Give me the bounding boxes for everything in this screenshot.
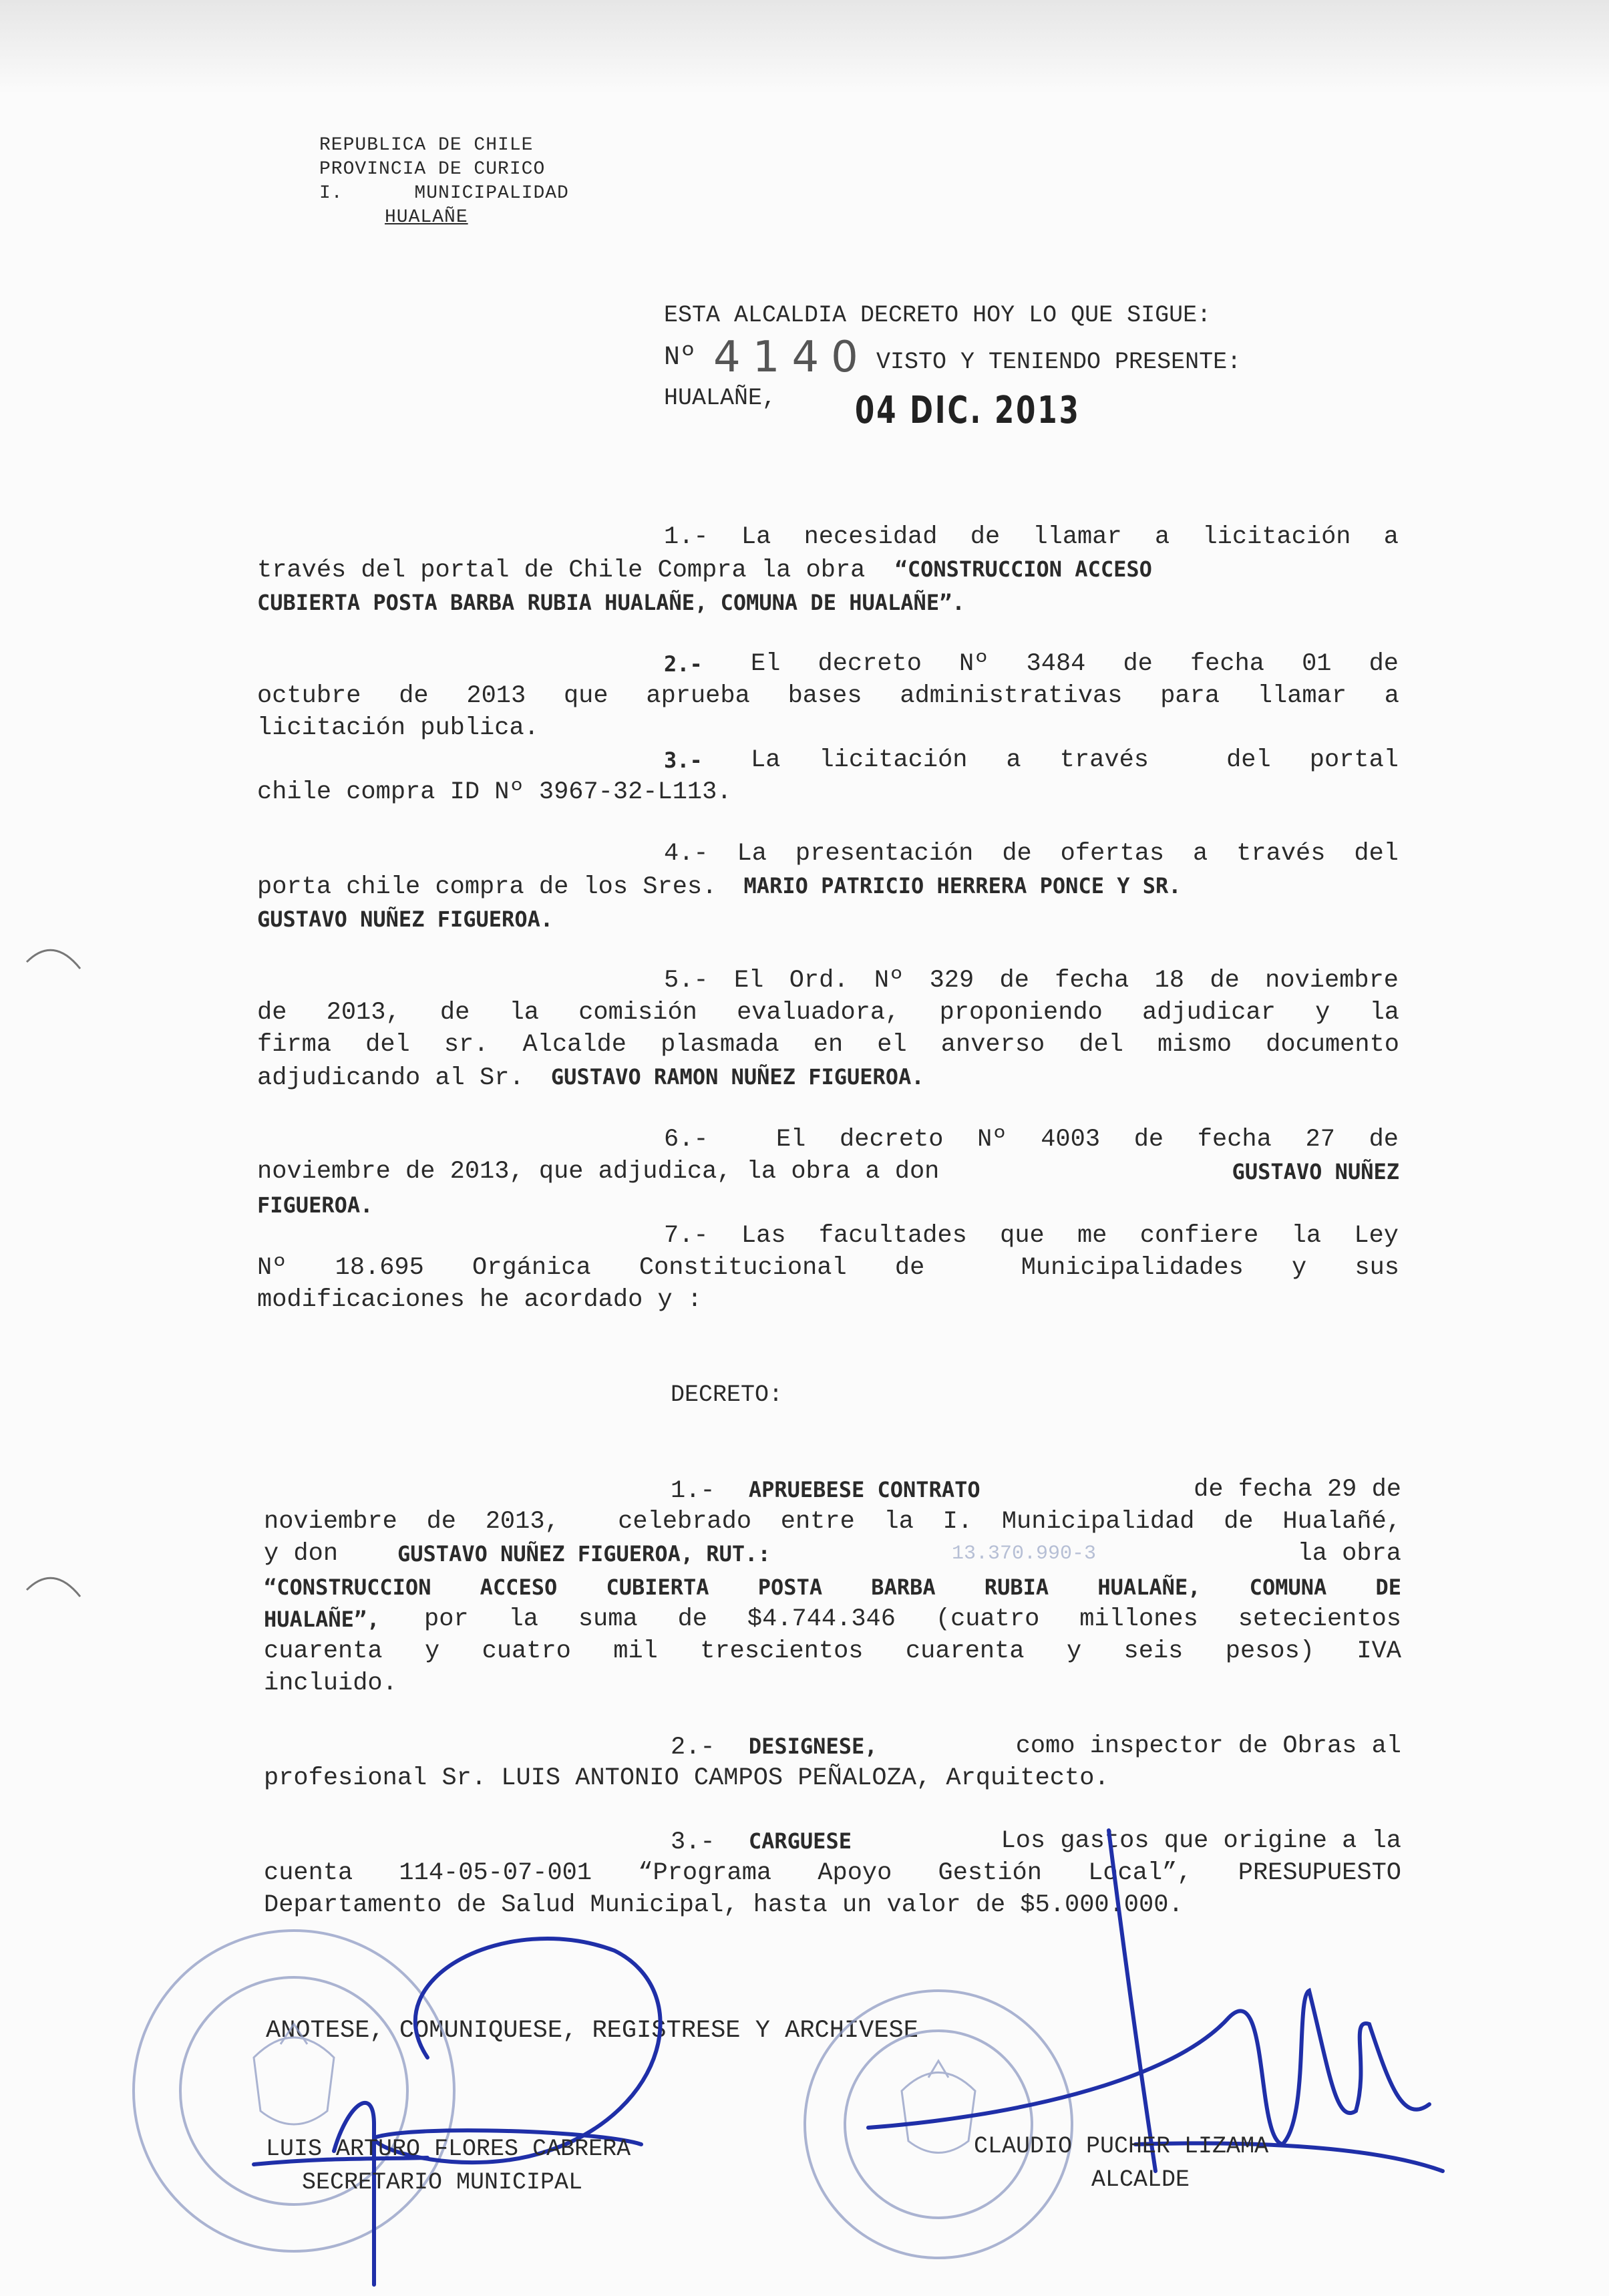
- left-seal-stamp: [134, 1931, 454, 2251]
- visto-7-line-3: modificaciones he acordado y :: [257, 1286, 703, 1314]
- visto-6-line-3: FIGUEROA.: [257, 1192, 373, 1218]
- decree-number-label: Nº: [664, 343, 697, 373]
- binder-hole-mark-2: [27, 1578, 80, 1597]
- resuelve-1-y-don: y don: [264, 1540, 339, 1568]
- resuelve-2-bold: DESIGNESE,: [748, 1734, 878, 1759]
- visto-4-bold: MARIO PATRICIO HERRERA PONCE Y SR.: [743, 873, 1182, 898]
- header-provincia: PROVINCIA DE CURICO: [319, 159, 546, 180]
- visto-6-text: noviembre de 2013, que adjudica, la obra a don: [257, 1158, 940, 1186]
- resuelve-1-rest: de fecha 29 de: [1194, 1476, 1401, 1504]
- visto-5-line-3: firma del sr. Alcalde plasmada en el anverso del mismo documento: [257, 1031, 1399, 1059]
- visto-5-line-2: de 2013, de la comisión evaluadora, proponiendo adjudicar y la: [257, 999, 1399, 1027]
- visto-2-line-2: octubre de 2013 que aprueba bases administrativas para llamar a: [257, 682, 1399, 710]
- visto-2-text: El decreto Nº 3484 de fecha 01 de: [751, 650, 1399, 678]
- place-hualane: HUALAÑE,: [664, 385, 777, 412]
- resuelve-3-line-2: cuenta 114-05-07-001 “Programa Apoyo Gestión Local”, PRESUPUESTO: [264, 1859, 1401, 1887]
- mayor-title: ALCALDE: [1091, 2166, 1190, 2193]
- resuelve-3-bold: CARGUESE: [748, 1828, 852, 1854]
- visto-heading: VISTO Y TENIENDO PRESENTE:: [876, 349, 1242, 375]
- resuelve-1-bold: APRUEBESE CONTRATO: [748, 1477, 980, 1502]
- secretary-signature: [254, 1939, 661, 2285]
- mayor-name: CLAUDIO PUCHER LIZAMA: [974, 2133, 1269, 2160]
- resuelve-3-num: 3.-: [671, 1828, 715, 1856]
- resuelve-2-rest: como inspector de Obras al: [1015, 1732, 1401, 1760]
- resuelve-1-line-4: “CONSTRUCCION ACCESO CUBIERTA POSTA BARBA RUBIA HUALAÑE, COMUNA DE: [264, 1575, 1401, 1600]
- resuelve-1-hualane: HUALAÑE”,: [264, 1607, 380, 1632]
- decree-number-stamp: 4140: [713, 333, 870, 382]
- visto-5-text: adjudicando al Sr.: [257, 1064, 524, 1092]
- visto-6-line-1: 6.- El decreto Nº 4003 de fecha 27 de: [664, 1126, 1399, 1154]
- visto-1-line-1: 1.- La necesidad de llamar a licitación a: [664, 523, 1399, 551]
- rut-redacted: 13.370.990-3: [952, 1542, 1097, 1565]
- visto-4-text: porta chile compra de los Sres.: [257, 873, 717, 901]
- visto-4-line-1: 4.- La presentación de ofertas a través del: [664, 840, 1399, 868]
- visto-2-line-3: licitación publica.: [257, 714, 539, 742]
- date-stamp: 04 DIC. 2013: [855, 389, 1081, 432]
- secretary-name: LUIS ARTURO FLORES CABRERA: [266, 2136, 631, 2162]
- visto-2-num: 2.-: [664, 651, 703, 677]
- resuelve-1-num: 1.-: [671, 1477, 715, 1505]
- resuelve-1-amount: por la suma de $4.744.346 (cuatro millones setecientos: [424, 1605, 1401, 1633]
- visto-3-text: La licitación a través del portal: [751, 746, 1399, 774]
- visto-4-line-3: GUSTAVO NUÑEZ FIGUEROA.: [257, 907, 554, 932]
- resuelve-1-contractor: GUSTAVO NUÑEZ FIGUEROA, RUT.:: [397, 1541, 771, 1567]
- header-hualane: HUALAÑE: [385, 207, 468, 228]
- visto-7-line-2: Nº 18.695 Orgánica Constitucional de Municipalidades y sus: [257, 1254, 1399, 1282]
- intro-alcaldia: ESTA ALCALDIA DECRETO HOY LO QUE SIGUE:: [664, 302, 1212, 329]
- secretary-title: SECRETARIO MUNICIPAL: [302, 2169, 583, 2196]
- header-republica: REPUBLICA DE CHILE: [319, 135, 534, 156]
- header-municipalidad: I. MUNICIPALIDAD: [319, 183, 569, 204]
- visto-3-num: 3.-: [664, 748, 703, 773]
- binder-hole-mark: [27, 950, 80, 969]
- resuelve-1-line-2: noviembre de 2013, celebrado entre la I. Municipalidad de Hualañé,: [264, 1508, 1401, 1536]
- visto-1-bold: “CONSTRUCCION ACCESO: [894, 556, 1152, 582]
- visto-5-bold: GUSTAVO RAMON NUÑEZ FIGUEROA.: [550, 1064, 924, 1090]
- visto-6-bold: GUSTAVO NUÑEZ: [1232, 1159, 1399, 1184]
- visto-5-line-1: 5.- El Ord. Nº 329 de fecha 18 de noviembre: [664, 967, 1399, 995]
- resuelve-3-rest: Los gastos que origine a la: [1001, 1827, 1401, 1855]
- resuelve-3-line-3: Departamento de Salud Municipal, hasta un valor de $5.000.000.: [264, 1891, 1184, 1919]
- mayor-signature: [868, 1830, 1443, 2171]
- resuelve-2-line-2: profesional Sr. LUIS ANTONIO CAMPOS PEÑALOZA, Arquitecto.: [264, 1764, 1109, 1792]
- visto-7-line-1: 7.- Las facultades que me confiere la Ley: [664, 1222, 1399, 1250]
- resuelve-1-line-7: incluido.: [264, 1669, 397, 1697]
- closing-formula: ANOTESE, COMUNIQUESE, REGISTRESE Y ARCHIVESE: [266, 2017, 918, 2045]
- resuelve-2-num: 2.-: [671, 1734, 715, 1762]
- visto-1-line-3: CUBIERTA POSTA BARBA RUBIA HUALAÑE, COMUNA DE HUALAÑE”.: [257, 590, 965, 615]
- visto-3-line-2: chile compra ID Nº 3967-32-L113.: [257, 778, 732, 806]
- visto-1-text: través del portal de Chile Compra la obra: [257, 556, 866, 585]
- decreto-heading: DECRETO:: [671, 1381, 783, 1408]
- resuelve-1-la-obra: la obra: [1297, 1540, 1401, 1568]
- right-seal-stamp: [805, 1991, 1072, 2258]
- resuelve-1-line-6: cuarenta y cuatro mil trescientos cuarenta y seis pesos) IVA: [264, 1637, 1401, 1665]
